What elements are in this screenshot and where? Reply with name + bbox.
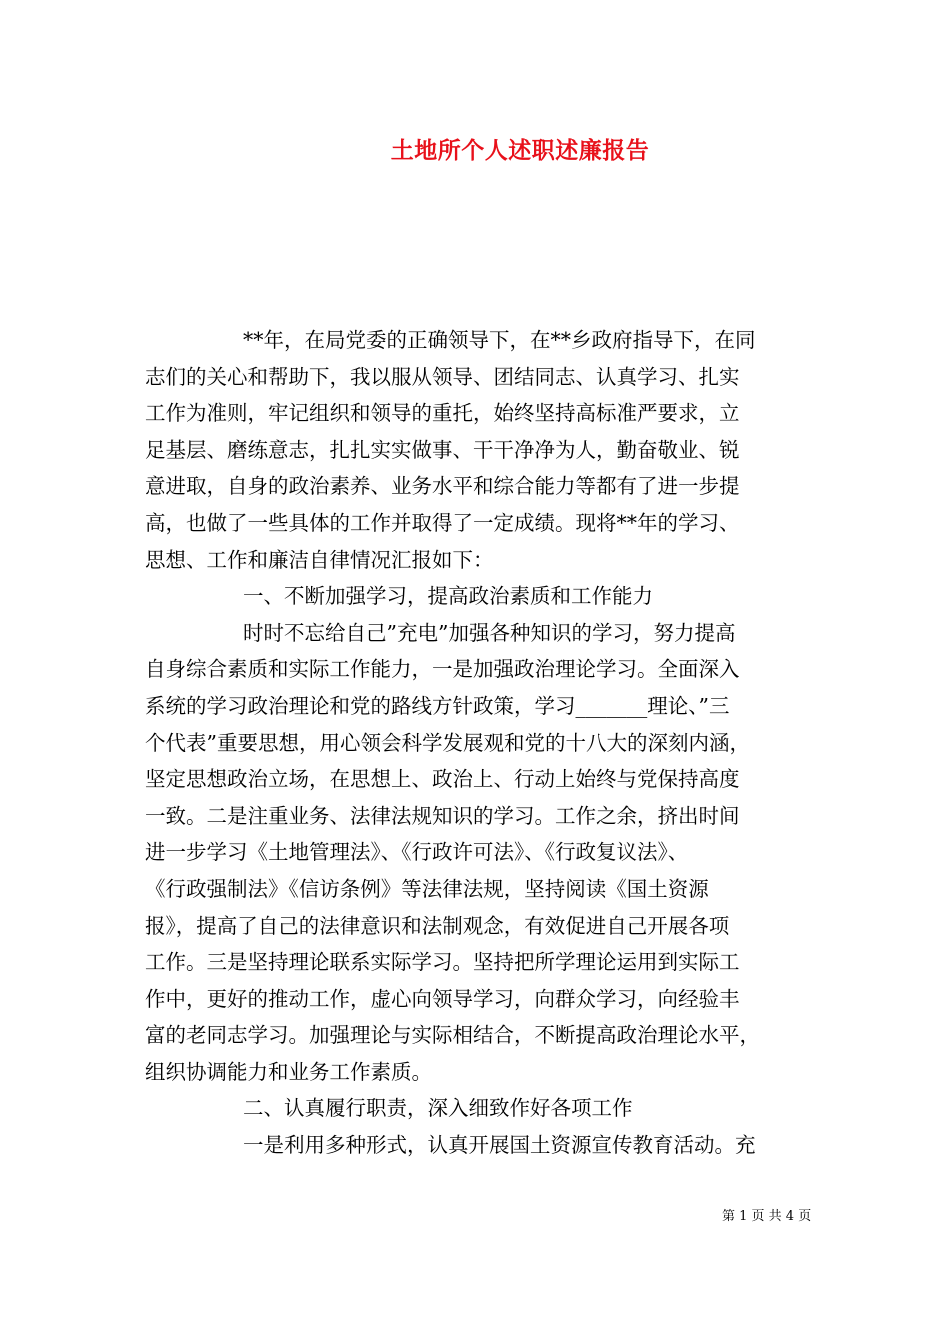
body-line: 高，也做了一些具体的工作并取得了一定成绩。现将**年的学习、 bbox=[145, 510, 740, 535]
body-line: 自身综合素质和实际工作能力，一是加强政治理论学习。全面深入 bbox=[145, 657, 740, 682]
body-line: 报》，提高了自己的法律意识和法制观念，有效促进自己开展各项 bbox=[145, 913, 730, 938]
body-line: 《行政强制法》《信访条例》等法律法规，坚持阅读《国土资源 bbox=[145, 876, 709, 901]
body-line: 组织协调能力和业务工作素质。 bbox=[145, 1059, 432, 1084]
body-line: 志们的关心和帮助下，我以服从领导、团结同志、认真学习、扎实 bbox=[145, 364, 740, 389]
body-line: 意进取，自身的政治素养、业务水平和综合能力等都有了进一步提 bbox=[145, 474, 740, 499]
body-line: 进一步学习《土地管理法》、《行政许可法》、《行政复议法》、 bbox=[145, 840, 689, 865]
body-line: 思想、工作和廉洁自律情况汇报如下： bbox=[145, 547, 494, 572]
body-line: 个代表”重要思想，用心领会科学发展观和党的十八大的深刻内涵， bbox=[145, 730, 750, 755]
page-number: 第 1 页 共 4 页 bbox=[722, 1209, 812, 1224]
body-line: 作中，更好的推动工作，虚心向领导学习，向群众学习，向经验丰 bbox=[145, 986, 740, 1011]
body-line: 时时不忘给自己”充电”加强各种知识的学习，努力提高 bbox=[243, 620, 736, 645]
body-line: 富的老同志学习。加强理论与实际相结合，不断提高政治理论水平， bbox=[145, 1023, 760, 1048]
document-title: 土地所个人述职述廉报告 bbox=[390, 137, 650, 164]
body-line: **年，在局党委的正确领导下，在**乡政府指导下，在同 bbox=[243, 328, 756, 352]
body-line: 一是利用多种形式，认真开展国土资源宣传教育活动。充 bbox=[243, 1133, 756, 1158]
document-body bbox=[145, 322, 812, 1164]
body-line: 工作。三是坚持理论联系实际学习。坚持把所学理论运用到实际工 bbox=[145, 950, 740, 975]
body-line: 一、不断加强学习，提高政治素质和工作能力 bbox=[243, 584, 653, 609]
body-line: 系统的学习政治理论和党的路线方针政策，学习_______理论、”三 bbox=[145, 693, 730, 718]
body-line: 足基层、磨练意志，扎扎实实做事、干干净净为人，勤奋敬业、锐 bbox=[145, 437, 740, 462]
body-line: 坚定思想政治立场，在思想上、政治上、行动上始终与党保持高度 bbox=[145, 767, 740, 792]
body-line: 一致。二是注重业务、法律法规知识的学习。工作之余，挤出时间 bbox=[145, 803, 740, 828]
body-line: 工作为准则，牢记组织和领导的重托，始终坚持高标准严要求，立 bbox=[145, 401, 740, 426]
body-line: 二、认真履行职责，深入细致作好各项工作 bbox=[243, 1096, 633, 1121]
